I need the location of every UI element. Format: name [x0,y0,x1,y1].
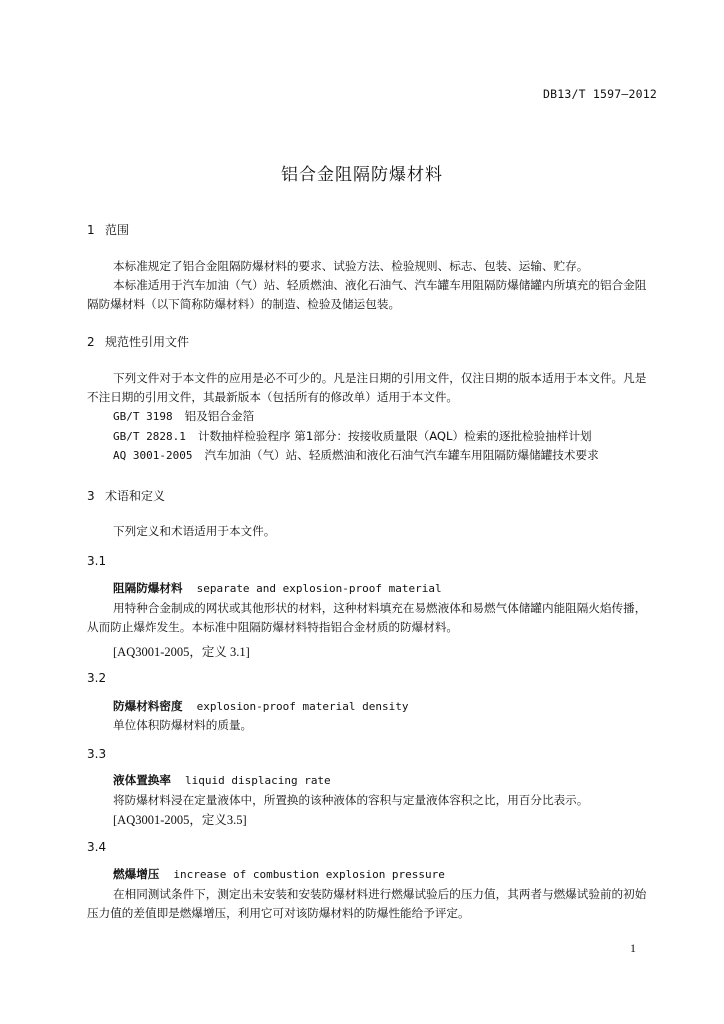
term-definition: 在相同测试条件下，测定出未安装和安装防爆材料进行燃爆试验后的压力值，其两者与燃爆试验前的初始压力值的差值即是燃爆增压，利用它可对该防爆材料的防爆性能给予评定。 [87,887,647,920]
term-definition: 单位体积防爆材料的质量。 [113,718,253,732]
term-definition: 将防爆材料浸在定量液体中，所置换的该种液体的容积与定量液体容积之比，用百分比表示。 [113,793,589,807]
clause-number: 3.2 [87,671,107,685]
reference-code: AQ 3001-2005 [113,449,193,462]
term-heading [113,866,445,882]
scope-paragraph-1: 本标准规定了铝合金阻隔防爆材料的要求、试验方法、检验规则、标志、包装、运输、贮存。 [113,259,589,273]
reference-code: GB/T 2828.1 [113,430,186,443]
term-english: increase of combustion explosion pressure [173,868,445,881]
term-english: explosion-proof material density [196,700,409,713]
term-definition: 用特种合金制成的网状或其他形状的材料，这种材料填充在易燃液体和易燃气体储罐内能阻隔火焰传播，从而防止爆炸发生。本标准中阻隔防爆材料特指铝合金材质的防爆材料。 [87,601,647,634]
section-3-heading [87,487,165,504]
normative-intro-paragraph: 下列文件对于本文件的应用是必不可少的。凡是注日期的引用文件，仅注日期的版本适用于本文件。凡是不注日期的引用文件，其最新版本（包括所有的修改单）适用于本文件。 [87,371,647,404]
term-english: separate and explosion-proof material [196,582,442,595]
section-number: 2 [87,335,95,349]
reference-title: 铝及铝合金箔 [184,409,255,423]
document-title: 铝合金阻隔防爆材料 [281,165,443,185]
term-source: [AQ3001-2005，定义 3.1] [113,645,250,659]
clause-number: 3.1 [87,554,107,568]
reference-item [113,408,254,424]
term-heading [113,772,331,788]
terms-intro-paragraph: 下列定义和术语适用于本文件。 [113,524,276,538]
section-2-heading [87,333,189,350]
section-number: 3 [87,489,95,503]
section-1-heading [87,221,129,238]
section-title: 范围 [105,223,130,237]
reference-item [113,447,599,463]
section-number: 1 [87,223,95,237]
reference-item [113,428,592,444]
term-chinese: 防爆材料密度 [113,699,183,713]
term-source: [AQ3001-2005，定义3.5] [113,813,247,827]
term-chinese: 液体置换率 [113,773,171,787]
standard-code: DB13/T 1597—2012 [543,87,657,101]
term-heading [113,698,409,714]
section-title: 规范性引用文件 [105,335,190,349]
reference-title: 汽车加油（气）站、轻质燃油和液化石油气汽车罐车用阻隔防爆储罐技术要求 [204,448,599,462]
page-number: 1 [630,941,636,955]
section-title: 术语和定义 [105,489,166,503]
term-chinese: 燃爆增压 [113,867,160,881]
reference-code: GB/T 3198 [113,410,173,423]
term-english: liquid displacing rate [184,774,331,787]
scope-paragraph-2: 本标准适用于汽车加油（气）站、轻质燃油、液化石油气、汽车罐车用阻隔防爆储罐内所填充的铝合金阻隔防爆材料（以下简称防爆材料）的制造、检验及储运包装。 [87,278,647,311]
clause-number: 3.3 [87,747,107,761]
reference-title: 计数抽样检验程序 第1部分：按接收质量限（AQL）检索的逐批检验抽样计划 [197,429,592,443]
term-chinese: 阻隔防爆材料 [113,581,183,595]
clause-number: 3.4 [87,840,107,854]
term-heading [113,580,442,596]
